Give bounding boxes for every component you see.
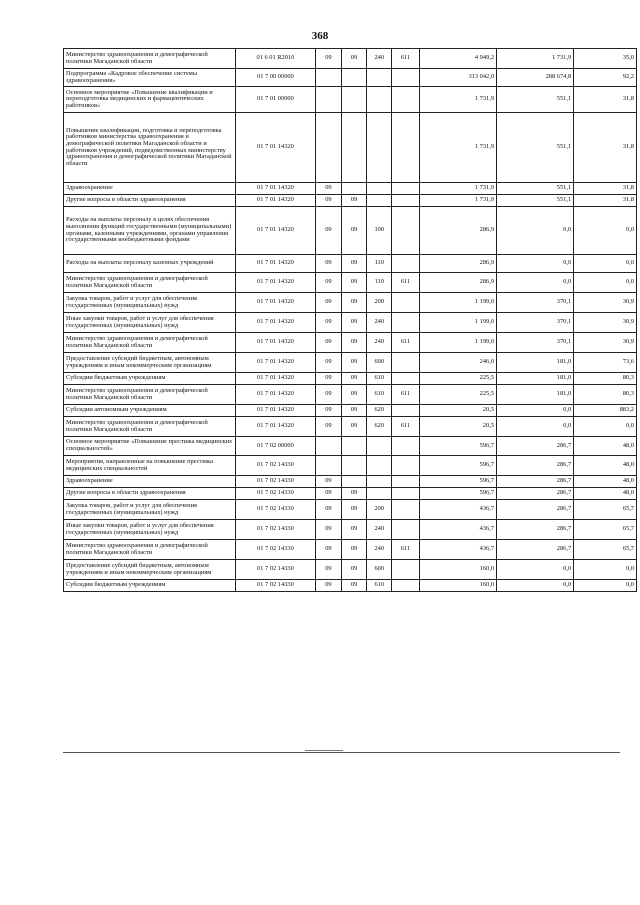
cell-fact: 370,1 <box>497 333 574 353</box>
cell-pct: 31,8 <box>574 87 637 113</box>
cell-section <box>316 87 342 113</box>
cell-type: 600 <box>367 353 392 373</box>
cell-name: Субсидии бюджетным учреждениям <box>64 373 236 385</box>
table-row <box>64 113 637 183</box>
cell-plan: 596,7 <box>419 476 496 488</box>
cell-plan: 313 042,0 <box>419 69 496 87</box>
cell-kosgu <box>392 488 420 500</box>
cell-name: Предоставление субсидий бюджетным, автономным учреждениям и иным некоммерческим организациям <box>64 353 236 373</box>
cell-name: Иные закупки товаров, работ и услуг для обеспечения государственных (муниципальных) нужд <box>64 313 236 333</box>
cell-section: 09 <box>316 183 342 195</box>
table-row <box>64 540 637 560</box>
cell-name: Министерство здравоохранения и демографической политики Магаданской области <box>64 385 236 405</box>
cell-type: 240 <box>367 333 392 353</box>
cell-plan: 596,7 <box>419 488 496 500</box>
cell-type: 240 <box>367 313 392 333</box>
cell-fact: 551,1 <box>497 87 574 113</box>
table-row <box>64 437 637 456</box>
cell-name: Повышение квалификации, подготовка и переподготовка работников министерства здравоохранения и демографической политики Магаданской области и работников учреждений, подведомственных министерству здравоохранения и демографической политики Магаданской области <box>64 113 236 183</box>
cell-code: 01 7 01 14320 <box>235 207 315 255</box>
cell-code: 01 7 01 14320 <box>235 405 315 417</box>
table-row <box>64 488 637 500</box>
cell-kosgu <box>392 183 420 195</box>
cell-section: 09 <box>316 313 342 333</box>
cell-pct: 31,8 <box>574 195 637 207</box>
cell-section: 09 <box>316 49 342 69</box>
cell-name: Расходы на выплаты персоналу в целях обеспечения выполнения функций государственными (муниципальными) органами, казенными учреждениями, органами управления государственными внебюджетными фондами <box>64 207 236 255</box>
cell-name: Закупка товаров, работ и услуг для обеспечения государственных (муниципальных) нужд <box>64 293 236 313</box>
cell-fact: 0,0 <box>497 273 574 293</box>
cell-type: 600 <box>367 560 392 580</box>
cell-code: 01 7 01 14320 <box>235 113 315 183</box>
cell-type: 110 <box>367 255 392 273</box>
cell-pct: 0,0 <box>574 207 637 255</box>
cell-kosgu: 611 <box>392 540 420 560</box>
cell-pct: 30,9 <box>574 333 637 353</box>
cell-fact: 370,1 <box>497 313 574 333</box>
cell-fact: 0,0 <box>497 560 574 580</box>
budget-table-body <box>64 49 637 592</box>
cell-section <box>316 113 342 183</box>
table-row <box>64 580 637 592</box>
cell-fact: 286,7 <box>497 437 574 456</box>
cell-type: 110 <box>367 273 392 293</box>
cell-type <box>367 87 392 113</box>
cell-plan: 160,0 <box>419 560 496 580</box>
cell-section: 09 <box>316 373 342 385</box>
cell-section: 09 <box>316 405 342 417</box>
cell-subsection <box>341 69 367 87</box>
cell-subsection <box>341 476 367 488</box>
cell-type: 200 <box>367 500 392 520</box>
table-row <box>64 69 637 87</box>
table-row <box>64 195 637 207</box>
cell-plan: 436,7 <box>419 540 496 560</box>
cell-kosgu <box>392 353 420 373</box>
cell-plan: 1 199,0 <box>419 333 496 353</box>
cell-code: 01 7 02 14330 <box>235 540 315 560</box>
cell-code: 01 7 00 00000 <box>235 69 315 87</box>
cell-section: 09 <box>316 385 342 405</box>
cell-fact: 288 674,8 <box>497 69 574 87</box>
cell-kosgu <box>392 456 420 476</box>
cell-kosgu <box>392 373 420 385</box>
cell-name: Основное мероприятие «Повышение квалификации и переподготовка медицинских и фармацевтических работников» <box>64 87 236 113</box>
cell-kosgu: 611 <box>392 333 420 353</box>
cell-code: 01 7 02 14330 <box>235 580 315 592</box>
cell-pct: 30,9 <box>574 293 637 313</box>
table-row <box>64 500 637 520</box>
cell-type: 610 <box>367 580 392 592</box>
cell-subsection: 09 <box>341 488 367 500</box>
cell-section: 09 <box>316 500 342 520</box>
cell-plan: 1 731,9 <box>419 195 496 207</box>
cell-subsection <box>341 113 367 183</box>
cell-code: 01 7 01 00000 <box>235 87 315 113</box>
cell-plan: 1 731,9 <box>419 113 496 183</box>
cell-code: 01 7 02 14330 <box>235 560 315 580</box>
table-row <box>64 456 637 476</box>
cell-name: Министерство здравоохранения и демографической политики Магаданской области <box>64 417 236 437</box>
cell-fact: 551,1 <box>497 195 574 207</box>
cell-plan: 286,9 <box>419 207 496 255</box>
cell-name: Подпрограмма «Кадровое обеспечение системы здравоохранения» <box>64 69 236 87</box>
cell-name: Субсидии автономным учреждениям <box>64 405 236 417</box>
cell-kosgu <box>392 69 420 87</box>
cell-kosgu <box>392 207 420 255</box>
cell-subsection: 09 <box>341 195 367 207</box>
cell-section <box>316 437 342 456</box>
cell-subsection: 09 <box>341 313 367 333</box>
table-row <box>64 273 637 293</box>
cell-pct: 0,0 <box>574 580 637 592</box>
cell-code: 01 7 02 14330 <box>235 476 315 488</box>
cell-name: Здравоохранение <box>64 183 236 195</box>
cell-type: 100 <box>367 207 392 255</box>
cell-plan: 225,5 <box>419 385 496 405</box>
cell-kosgu <box>392 313 420 333</box>
cell-name: Министерство здравоохранения и демографической политики Магаданской области <box>64 273 236 293</box>
cell-name: Мероприятия, направленные на повышение престижа медицинских специальностей <box>64 456 236 476</box>
cell-fact: 181,0 <box>497 353 574 373</box>
cell-name: Предоставление субсидий бюджетным, автономным учреждениям и иным некоммерческим организациям <box>64 560 236 580</box>
cell-subsection <box>341 183 367 195</box>
cell-pct: 48,0 <box>574 488 637 500</box>
cell-subsection <box>341 437 367 456</box>
cell-kosgu: 611 <box>392 417 420 437</box>
cell-pct: 0,0 <box>574 273 637 293</box>
cell-section <box>316 456 342 476</box>
cell-name: Другие вопросы в области здравоохранения <box>64 195 236 207</box>
cell-type <box>367 456 392 476</box>
cell-type: 240 <box>367 49 392 69</box>
cell-pct: 65,7 <box>574 500 637 520</box>
cell-kosgu: 611 <box>392 273 420 293</box>
cell-plan: 1 199,0 <box>419 313 496 333</box>
cell-type <box>367 437 392 456</box>
cell-code: 01 7 02 14330 <box>235 500 315 520</box>
table-row <box>64 476 637 488</box>
cell-code: 01 7 02 14330 <box>235 456 315 476</box>
budget-table <box>63 48 637 592</box>
cell-fact: 551,1 <box>497 113 574 183</box>
cell-kosgu <box>392 560 420 580</box>
cell-type: 620 <box>367 405 392 417</box>
cell-kosgu: 611 <box>392 49 420 69</box>
cell-subsection: 09 <box>341 207 367 255</box>
cell-kosgu <box>392 580 420 592</box>
cell-pct: 65,7 <box>574 540 637 560</box>
cell-plan: 436,7 <box>419 520 496 540</box>
cell-code: 01 7 01 14320 <box>235 273 315 293</box>
cell-pct: 31,8 <box>574 183 637 195</box>
cell-pct: 65,7 <box>574 520 637 540</box>
cell-code: 01 7 01 14320 <box>235 353 315 373</box>
cell-plan: 160,0 <box>419 580 496 592</box>
cell-pct: 0,0 <box>574 255 637 273</box>
cell-name: Министерство здравоохранения и демографической политики Магаданской области <box>64 333 236 353</box>
cell-code: 01 7 01 14320 <box>235 183 315 195</box>
cell-fact: 286,7 <box>497 500 574 520</box>
cell-pct: 48,0 <box>574 437 637 456</box>
cell-plan: 596,7 <box>419 456 496 476</box>
cell-section: 09 <box>316 353 342 373</box>
cell-name: Субсидии бюджетным учреждениям <box>64 580 236 592</box>
cell-name: Министерство здравоохранения и демографической политики Магаданской области <box>64 49 236 69</box>
cell-kosgu <box>392 405 420 417</box>
cell-subsection <box>341 87 367 113</box>
cell-section: 09 <box>316 540 342 560</box>
cell-subsection: 09 <box>341 560 367 580</box>
cell-plan: 20,5 <box>419 405 496 417</box>
cell-code: 01 6 01 R2010 <box>235 49 315 69</box>
table-row <box>64 520 637 540</box>
cell-type <box>367 69 392 87</box>
cell-type: 240 <box>367 520 392 540</box>
page-number: 368 <box>311 30 329 42</box>
table-row <box>64 183 637 195</box>
cell-plan: 4 949,2 <box>419 49 496 69</box>
cell-plan: 286,9 <box>419 273 496 293</box>
cell-fact: 0,0 <box>497 255 574 273</box>
table-row <box>64 87 637 113</box>
cell-kosgu <box>392 87 420 113</box>
cell-kosgu: 611 <box>392 385 420 405</box>
cell-name: Расходы на выплаты персоналу казенных учреждений <box>64 255 236 273</box>
table-row <box>64 207 637 255</box>
cell-kosgu <box>392 500 420 520</box>
cell-code: 01 7 01 14320 <box>235 333 315 353</box>
cell-fact: 0,0 <box>497 405 574 417</box>
cell-subsection: 09 <box>341 255 367 273</box>
cell-type <box>367 113 392 183</box>
table-row <box>64 417 637 437</box>
cell-pct: 35,0 <box>574 49 637 69</box>
table-row <box>64 405 637 417</box>
cell-code: 01 7 02 14330 <box>235 488 315 500</box>
cell-fact: 0,0 <box>497 417 574 437</box>
cell-type: 200 <box>367 293 392 313</box>
cell-name: Здравоохранение <box>64 476 236 488</box>
cell-kosgu <box>392 255 420 273</box>
cell-pct: 80,3 <box>574 385 637 405</box>
cell-type: 610 <box>367 385 392 405</box>
cell-type: 620 <box>367 417 392 437</box>
cell-section: 09 <box>316 520 342 540</box>
cell-fact: 181,0 <box>497 385 574 405</box>
cell-subsection: 09 <box>341 417 367 437</box>
cell-subsection <box>341 456 367 476</box>
cell-subsection: 09 <box>341 500 367 520</box>
table-row <box>64 313 637 333</box>
cell-fact: 181,0 <box>497 373 574 385</box>
table-row <box>64 255 637 273</box>
cell-name: Основное мероприятие «Повышение престижа медицинских специальностей» <box>64 437 236 456</box>
cell-code: 01 7 01 14320 <box>235 255 315 273</box>
cell-fact: 286,7 <box>497 540 574 560</box>
cell-pct: 31,8 <box>574 113 637 183</box>
cell-type <box>367 183 392 195</box>
cell-section: 09 <box>316 273 342 293</box>
cell-plan: 596,7 <box>419 437 496 456</box>
cell-code: 01 7 02 00000 <box>235 437 315 456</box>
cell-fact: 286,7 <box>497 476 574 488</box>
table-row <box>64 385 637 405</box>
cell-subsection: 09 <box>341 385 367 405</box>
cell-plan: 286,9 <box>419 255 496 273</box>
cell-section: 09 <box>316 417 342 437</box>
cell-name: Другие вопросы в области здравоохранения <box>64 488 236 500</box>
cell-kosgu <box>392 195 420 207</box>
cell-subsection: 09 <box>341 520 367 540</box>
cell-fact: 1 731,9 <box>497 49 574 69</box>
cell-code: 01 7 01 14320 <box>235 293 315 313</box>
cell-name: Министерство здравоохранения и демографической политики Магаданской области <box>64 540 236 560</box>
table-row <box>64 353 637 373</box>
cell-plan: 436,7 <box>419 500 496 520</box>
table-row <box>64 373 637 385</box>
table-row <box>64 560 637 580</box>
cell-code: 01 7 01 14320 <box>235 195 315 207</box>
cell-subsection: 09 <box>341 540 367 560</box>
cell-plan: 20,5 <box>419 417 496 437</box>
cell-subsection: 09 <box>341 580 367 592</box>
cell-pct: 48,0 <box>574 476 637 488</box>
cell-fact: 286,7 <box>497 520 574 540</box>
cell-code: 01 7 01 14320 <box>235 313 315 333</box>
cell-kosgu <box>392 476 420 488</box>
cell-type: 610 <box>367 373 392 385</box>
cell-type <box>367 195 392 207</box>
table-row <box>64 49 637 69</box>
cell-pct: 92,2 <box>574 69 637 87</box>
cell-subsection: 09 <box>341 293 367 313</box>
cell-pct: 73,6 <box>574 353 637 373</box>
cell-fact: 0,0 <box>497 207 574 255</box>
cell-subsection: 09 <box>341 333 367 353</box>
cell-fact: 370,1 <box>497 293 574 313</box>
cell-kosgu <box>392 293 420 313</box>
cell-type <box>367 476 392 488</box>
cell-subsection: 09 <box>341 49 367 69</box>
table-row <box>64 293 637 313</box>
cell-pct: 80,3 <box>574 373 637 385</box>
cell-fact: 286,7 <box>497 456 574 476</box>
cell-section: 09 <box>316 476 342 488</box>
cell-plan: 225,5 <box>419 373 496 385</box>
cell-type: 240 <box>367 540 392 560</box>
cell-section: 09 <box>316 195 342 207</box>
cell-pct: 48,0 <box>574 456 637 476</box>
cell-plan: 246,0 <box>419 353 496 373</box>
cell-plan: 1 731,9 <box>419 87 496 113</box>
cell-pct: 883,2 <box>574 405 637 417</box>
cell-name: Закупка товаров, работ и услуг для обеспечения государственных (муниципальных) нужд <box>64 500 236 520</box>
footer-rule <box>63 752 620 753</box>
cell-plan: 1 731,9 <box>419 183 496 195</box>
table-row <box>64 333 637 353</box>
cell-section: 09 <box>316 333 342 353</box>
cell-subsection: 09 <box>341 273 367 293</box>
cell-kosgu <box>392 113 420 183</box>
cell-kosgu <box>392 520 420 540</box>
cell-fact: 551,1 <box>497 183 574 195</box>
cell-plan: 1 199,0 <box>419 293 496 313</box>
cell-section: 09 <box>316 580 342 592</box>
cell-type <box>367 488 392 500</box>
cell-fact: 286,7 <box>497 488 574 500</box>
footer-rule-mark <box>305 750 343 751</box>
cell-section: 09 <box>316 255 342 273</box>
cell-code: 01 7 01 14320 <box>235 417 315 437</box>
cell-section: 09 <box>316 560 342 580</box>
cell-pct: 0,0 <box>574 417 637 437</box>
cell-code: 01 7 01 14320 <box>235 373 315 385</box>
cell-pct: 0,0 <box>574 560 637 580</box>
cell-section: 09 <box>316 488 342 500</box>
cell-pct: 30,9 <box>574 313 637 333</box>
cell-subsection: 09 <box>341 405 367 417</box>
cell-section <box>316 69 342 87</box>
cell-kosgu <box>392 437 420 456</box>
cell-section: 09 <box>316 293 342 313</box>
cell-name: Иные закупки товаров, работ и услуг для обеспечения государственных (муниципальных) нужд <box>64 520 236 540</box>
cell-code: 01 7 01 14320 <box>235 385 315 405</box>
cell-section: 09 <box>316 207 342 255</box>
cell-subsection: 09 <box>341 353 367 373</box>
cell-code: 01 7 02 14330 <box>235 520 315 540</box>
cell-fact: 0,0 <box>497 580 574 592</box>
cell-subsection: 09 <box>341 373 367 385</box>
